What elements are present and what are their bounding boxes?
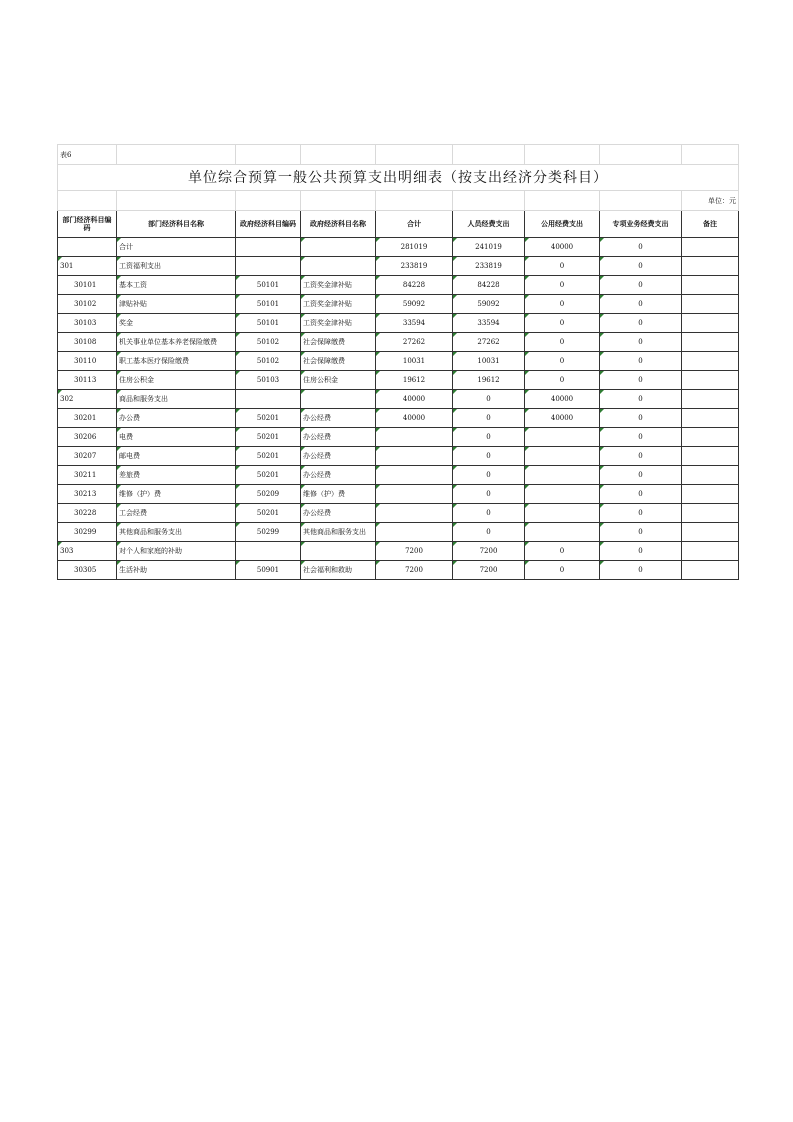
dept-code-cell: 30305	[58, 561, 117, 580]
table-row	[58, 257, 739, 276]
header-cell: 专项业务经费支出	[600, 211, 682, 238]
public-cell: 40000	[525, 238, 600, 257]
gov-name-cell	[301, 390, 376, 409]
special-cell: 0	[600, 523, 682, 542]
total-cell: 281019	[376, 238, 453, 257]
special-cell: 0	[600, 333, 682, 352]
special-cell: 0	[600, 466, 682, 485]
remark-cell	[682, 314, 739, 333]
dept-name-cell: 机关事业单位基本养老保险缴费	[117, 333, 236, 352]
dept-code-cell	[58, 238, 117, 257]
public-cell: 0	[525, 276, 600, 295]
remark-cell	[682, 504, 739, 523]
public-cell: 0	[525, 314, 600, 333]
total-cell: 59092	[376, 295, 453, 314]
dept-name-cell: 维修（护）费	[117, 485, 236, 504]
personnel-cell: 59092	[453, 295, 525, 314]
dept-name-cell: 商品和服务支出	[117, 390, 236, 409]
gov-name-cell: 办公经费	[301, 428, 376, 447]
table-row	[58, 314, 739, 333]
gov-name-cell: 其他商品和服务支出	[301, 523, 376, 542]
gov-name-cell: 办公经费	[301, 409, 376, 428]
dept-name-cell: 其他商品和服务支出	[117, 523, 236, 542]
dept-name-cell: 职工基本医疗保险缴费	[117, 352, 236, 371]
header-cell: 政府经济科目名称	[301, 211, 376, 238]
total-cell	[376, 466, 453, 485]
public-cell	[525, 504, 600, 523]
personnel-cell: 0	[453, 447, 525, 466]
remark-cell	[682, 371, 739, 390]
special-cell: 0	[600, 561, 682, 580]
total-cell: 33594	[376, 314, 453, 333]
dept-code-cell: 30299	[58, 523, 117, 542]
special-cell: 0	[600, 352, 682, 371]
special-cell: 0	[600, 314, 682, 333]
dept-code-cell: 303	[58, 542, 117, 561]
table-row	[58, 352, 739, 371]
total-cell: 40000	[376, 390, 453, 409]
special-cell: 0	[600, 485, 682, 504]
special-cell: 0	[600, 295, 682, 314]
dept-code-cell: 30108	[58, 333, 117, 352]
special-cell: 0	[600, 504, 682, 523]
dept-name-cell: 合计	[117, 238, 236, 257]
gov-code-cell: 50101	[236, 276, 301, 295]
dept-name-cell: 电费	[117, 428, 236, 447]
dept-code-cell: 302	[58, 390, 117, 409]
gov-code-cell	[236, 390, 301, 409]
public-cell: 0	[525, 257, 600, 276]
dept-name-cell: 奖金	[117, 314, 236, 333]
table-row	[58, 542, 739, 561]
dept-name-cell: 邮电费	[117, 447, 236, 466]
header-row	[58, 211, 739, 238]
gov-name-cell: 工资奖金津补贴	[301, 276, 376, 295]
public-cell: 0	[525, 542, 600, 561]
personnel-cell: 10031	[453, 352, 525, 371]
remark-cell	[682, 409, 739, 428]
gov-name-cell: 工资奖金津补贴	[301, 314, 376, 333]
total-cell	[376, 428, 453, 447]
header-cell: 人员经费支出	[453, 211, 525, 238]
special-cell: 0	[600, 447, 682, 466]
page-title: 单位综合预算一般公共预算支出明细表（按支出经济分类科目）	[58, 165, 739, 191]
gov-code-cell: 50209	[236, 485, 301, 504]
total-cell: 233819	[376, 257, 453, 276]
table-row	[58, 333, 739, 352]
dept-code-cell: 30102	[58, 295, 117, 314]
personnel-cell: 0	[453, 523, 525, 542]
dept-code-cell: 301	[58, 257, 117, 276]
personnel-cell: 233819	[453, 257, 525, 276]
personnel-cell: 0	[453, 466, 525, 485]
total-cell: 10031	[376, 352, 453, 371]
dept-code-cell: 30228	[58, 504, 117, 523]
special-cell: 0	[600, 409, 682, 428]
special-cell: 0	[600, 257, 682, 276]
dept-code-cell: 30201	[58, 409, 117, 428]
gov-name-cell: 办公经费	[301, 466, 376, 485]
public-cell: 0	[525, 352, 600, 371]
special-cell: 0	[600, 276, 682, 295]
header-cell: 部门经济科目编码	[58, 211, 117, 238]
dept-code-cell: 30103	[58, 314, 117, 333]
personnel-cell: 0	[453, 390, 525, 409]
gov-code-cell	[236, 257, 301, 276]
gov-name-cell: 办公经费	[301, 504, 376, 523]
remark-cell	[682, 257, 739, 276]
table-row	[58, 447, 739, 466]
public-cell	[525, 428, 600, 447]
gov-code-cell: 50103	[236, 371, 301, 390]
public-cell: 0	[525, 561, 600, 580]
dept-code-cell: 30110	[58, 352, 117, 371]
public-cell: 0	[525, 295, 600, 314]
dept-name-cell: 生活补助	[117, 561, 236, 580]
gov-code-cell: 50201	[236, 447, 301, 466]
public-cell: 0	[525, 333, 600, 352]
personnel-cell: 33594	[453, 314, 525, 333]
special-cell: 0	[600, 371, 682, 390]
remark-cell	[682, 485, 739, 504]
gov-name-cell	[301, 257, 376, 276]
special-cell: 0	[600, 542, 682, 561]
personnel-cell: 0	[453, 409, 525, 428]
dept-name-cell: 差旅费	[117, 466, 236, 485]
public-cell: 0	[525, 371, 600, 390]
gov-code-cell: 50201	[236, 466, 301, 485]
remark-cell	[682, 295, 739, 314]
remark-cell	[682, 523, 739, 542]
remark-cell	[682, 238, 739, 257]
header-cell: 政府经济科目编码	[236, 211, 301, 238]
public-cell: 40000	[525, 409, 600, 428]
dept-name-cell: 对个人和家庭的补助	[117, 542, 236, 561]
total-cell	[376, 485, 453, 504]
public-cell	[525, 523, 600, 542]
header-cell: 备注	[682, 211, 739, 238]
gov-code-cell: 50201	[236, 504, 301, 523]
table-row	[58, 466, 739, 485]
table-row	[58, 276, 739, 295]
dept-name-cell: 办公费	[117, 409, 236, 428]
dept-name-cell: 基本工资	[117, 276, 236, 295]
gov-name-cell	[301, 238, 376, 257]
unit-label: 单位：元	[682, 191, 739, 211]
total-cell	[376, 504, 453, 523]
remark-cell	[682, 390, 739, 409]
remark-cell	[682, 276, 739, 295]
total-cell: 40000	[376, 409, 453, 428]
remark-cell	[682, 561, 739, 580]
gov-code-cell	[236, 542, 301, 561]
public-cell	[525, 466, 600, 485]
gov-code-cell: 50101	[236, 314, 301, 333]
public-cell	[525, 485, 600, 504]
dept-name-cell: 工资福利支出	[117, 257, 236, 276]
gov-name-cell: 办公经费	[301, 447, 376, 466]
personnel-cell: 27262	[453, 333, 525, 352]
special-cell: 0	[600, 238, 682, 257]
personnel-cell: 19612	[453, 371, 525, 390]
special-cell: 0	[600, 390, 682, 409]
remark-cell	[682, 428, 739, 447]
gov-code-cell: 50101	[236, 295, 301, 314]
gov-name-cell	[301, 542, 376, 561]
dept-code-cell: 30101	[58, 276, 117, 295]
remark-cell	[682, 447, 739, 466]
table-row	[58, 390, 739, 409]
header-cell: 合计	[376, 211, 453, 238]
dept-name-cell: 工会经费	[117, 504, 236, 523]
dept-code-cell: 30113	[58, 371, 117, 390]
table-label: 表6	[58, 145, 117, 165]
dept-code-cell: 30207	[58, 447, 117, 466]
table-row	[58, 295, 739, 314]
personnel-cell: 0	[453, 428, 525, 447]
table-row	[58, 523, 739, 542]
table-row	[58, 371, 739, 390]
table-row	[58, 561, 739, 580]
table-row	[58, 504, 739, 523]
personnel-cell: 0	[453, 504, 525, 523]
remark-cell	[682, 542, 739, 561]
gov-code-cell: 50102	[236, 333, 301, 352]
dept-code-cell: 30213	[58, 485, 117, 504]
dept-code-cell: 30211	[58, 466, 117, 485]
gov-code-cell: 50201	[236, 428, 301, 447]
header-cell: 部门经济科目名称	[117, 211, 236, 238]
table-row	[58, 428, 739, 447]
header-cell: 公用经费支出	[525, 211, 600, 238]
gov-code-cell: 50201	[236, 409, 301, 428]
gov-code-cell: 50102	[236, 352, 301, 371]
gov-name-cell: 维修（护）费	[301, 485, 376, 504]
personnel-cell: 241019	[453, 238, 525, 257]
public-cell	[525, 447, 600, 466]
personnel-cell: 7200	[453, 561, 525, 580]
total-cell: 19612	[376, 371, 453, 390]
total-cell	[376, 447, 453, 466]
table-row	[58, 238, 739, 257]
gov-name-cell: 社会保障缴费	[301, 333, 376, 352]
dept-code-cell: 30206	[58, 428, 117, 447]
gov-name-cell: 社会保障缴费	[301, 352, 376, 371]
personnel-cell: 84228	[453, 276, 525, 295]
gov-name-cell: 工资奖金津补贴	[301, 295, 376, 314]
budget-expenditure-table	[57, 144, 739, 580]
table-row	[58, 485, 739, 504]
public-cell: 40000	[525, 390, 600, 409]
remark-cell	[682, 466, 739, 485]
personnel-cell: 0	[453, 485, 525, 504]
gov-code-cell: 50299	[236, 523, 301, 542]
remark-cell	[682, 333, 739, 352]
special-cell: 0	[600, 428, 682, 447]
total-cell: 84228	[376, 276, 453, 295]
total-cell: 7200	[376, 561, 453, 580]
gov-name-cell: 社会福利和救助	[301, 561, 376, 580]
gov-code-cell	[236, 238, 301, 257]
table-row	[58, 409, 739, 428]
personnel-cell: 7200	[453, 542, 525, 561]
dept-name-cell: 津贴补贴	[117, 295, 236, 314]
total-cell: 7200	[376, 542, 453, 561]
total-cell: 27262	[376, 333, 453, 352]
gov-code-cell: 50901	[236, 561, 301, 580]
gov-name-cell: 住房公积金	[301, 371, 376, 390]
total-cell	[376, 523, 453, 542]
dept-name-cell: 住房公积金	[117, 371, 236, 390]
remark-cell	[682, 352, 739, 371]
